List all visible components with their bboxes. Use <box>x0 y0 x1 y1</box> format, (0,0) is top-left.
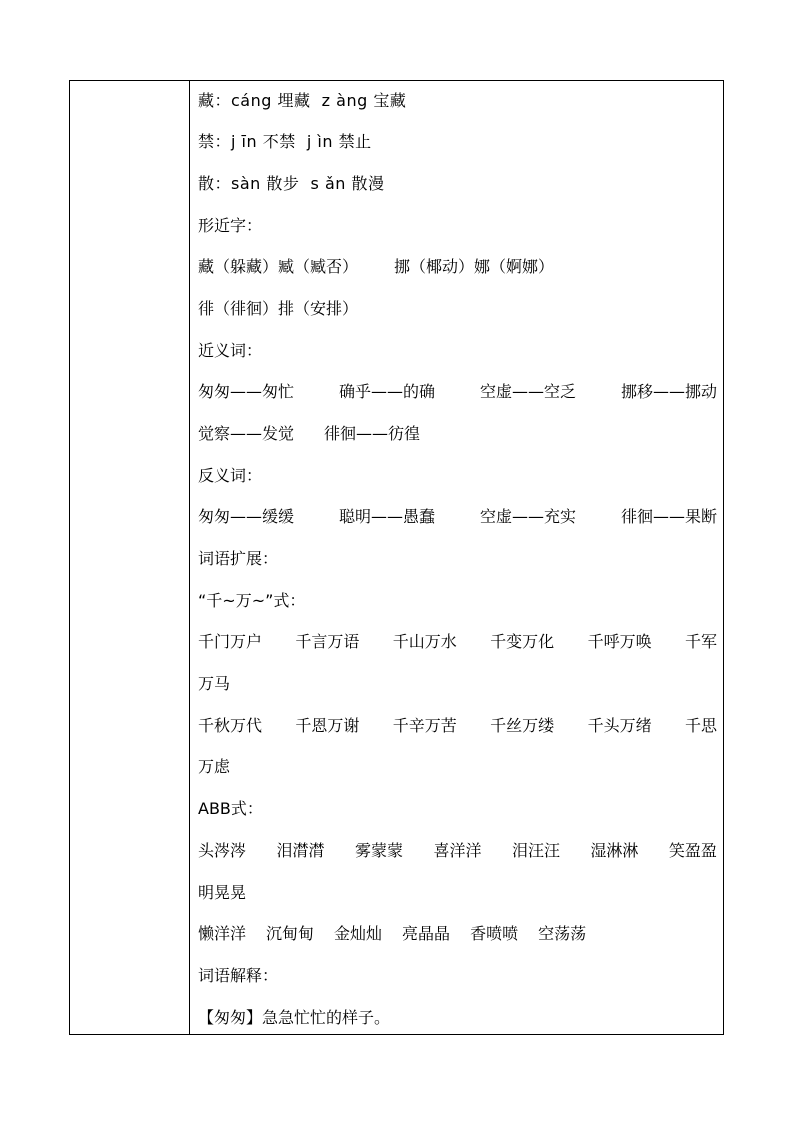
synonym-item: 觉察——发觉 <box>198 424 295 443</box>
pinyin-jin-line <box>198 127 717 157</box>
qian-wan-line-2 <box>198 711 717 741</box>
abb-item: 泪汪汪 <box>511 841 560 860</box>
pinyin-san-line <box>198 169 717 199</box>
idiom-item: 千变万化 <box>490 632 555 651</box>
similar-chars-line-1 <box>198 252 717 282</box>
abb-item: 笑盈盈 <box>668 841 717 860</box>
antonym-item: 聪明——愚蠢 <box>338 507 435 526</box>
section-heading-antonyms: 反义词： <box>198 466 263 485</box>
left-column-cell <box>70 81 190 1034</box>
synonym-item: 空虚——空乏 <box>479 382 576 401</box>
pinyin-san-b: s ǎn 散漫 <box>310 174 385 193</box>
section-heading-word-explanation: 词语解释： <box>198 966 279 985</box>
abb-item: 雾蒙蒙 <box>354 841 403 860</box>
synonyms-line-2 <box>198 419 717 449</box>
idiom-item: 千辛万苦 <box>392 716 457 735</box>
pinyin-jin-b: j ìn 禁止 <box>306 132 372 151</box>
similar-chars-line-2: 徘（徘徊）排（安排） <box>198 299 359 318</box>
synonym-item: 徘徊——彷徨 <box>324 424 421 443</box>
qian-wan-line-1 <box>198 627 717 657</box>
explanation-congcong: 【匆匆】急急忙忙的样子。 <box>198 1008 391 1027</box>
idiom-item: 千呼万唤 <box>587 632 652 651</box>
idiom-item: 千秋万代 <box>198 716 263 735</box>
abb-item: 泪潸潸 <box>276 841 325 860</box>
abb-line-2 <box>198 919 717 949</box>
synonym-item: 确乎——的确 <box>338 382 435 401</box>
qian-wan-line-2-wrap: 万虑 <box>198 757 231 776</box>
antonym-item: 空虚——充实 <box>479 507 576 526</box>
idiom-item: 千思 <box>684 716 717 735</box>
abb-item: 空荡荡 <box>538 924 587 943</box>
synonym-item: 挪移——挪动 <box>620 382 717 401</box>
pinyin-cang-a: 藏：cáng 埋藏 <box>198 91 311 110</box>
antonym-item: 匆匆——缓缓 <box>198 507 295 526</box>
pinyin-san-a: 散：sàn 散步 <box>198 174 300 193</box>
synonyms-line-1 <box>198 377 717 407</box>
similar-chars-b: 挪（椰动）娜（婀娜） <box>394 257 555 276</box>
section-heading-synonyms: 近义词： <box>198 341 263 360</box>
antonyms-line <box>198 502 717 532</box>
pinyin-cang-b: z àng 宝藏 <box>321 91 407 110</box>
abb-line-1-wrap: 明晃晃 <box>198 883 247 902</box>
idiom-item: 千丝万缕 <box>490 716 555 735</box>
idiom-item: 千言万语 <box>295 632 360 651</box>
idiom-item: 千山万水 <box>392 632 457 651</box>
abb-item: 喜洋洋 <box>433 841 482 860</box>
pinyin-cang-line <box>198 86 717 116</box>
section-heading-word-expansion: 词语扩展： <box>198 549 279 568</box>
abb-item: 亮晶晶 <box>402 924 451 943</box>
abb-item: 懒洋洋 <box>198 924 247 943</box>
abb-line-1 <box>198 836 717 866</box>
abb-item: 湿淋淋 <box>590 841 639 860</box>
antonym-item: 徘徊——果断 <box>620 507 717 526</box>
synonym-item: 匆匆——匆忙 <box>198 382 295 401</box>
idiom-item: 千军 <box>684 632 717 651</box>
section-heading-similar-chars: 形近字： <box>198 216 263 235</box>
abb-item: 金灿灿 <box>334 924 383 943</box>
pattern-abb-heading: ABB式： <box>198 799 263 818</box>
idiom-item: 千恩万谢 <box>295 716 360 735</box>
abb-item: 香喷喷 <box>470 924 519 943</box>
content-table <box>69 80 724 1035</box>
similar-chars-a: 藏（躲藏）臧（臧否） <box>198 257 359 276</box>
idiom-item: 千头万绪 <box>587 716 652 735</box>
pattern-qian-wan-heading: “千~万~”式： <box>198 591 306 610</box>
abb-item: 头涔涔 <box>198 841 247 860</box>
idiom-item: 千门万户 <box>198 632 263 651</box>
pinyin-jin-a: 禁：j īn 不禁 <box>198 132 296 151</box>
abb-item: 沉甸甸 <box>266 924 315 943</box>
qian-wan-line-1-wrap: 万马 <box>198 674 231 693</box>
